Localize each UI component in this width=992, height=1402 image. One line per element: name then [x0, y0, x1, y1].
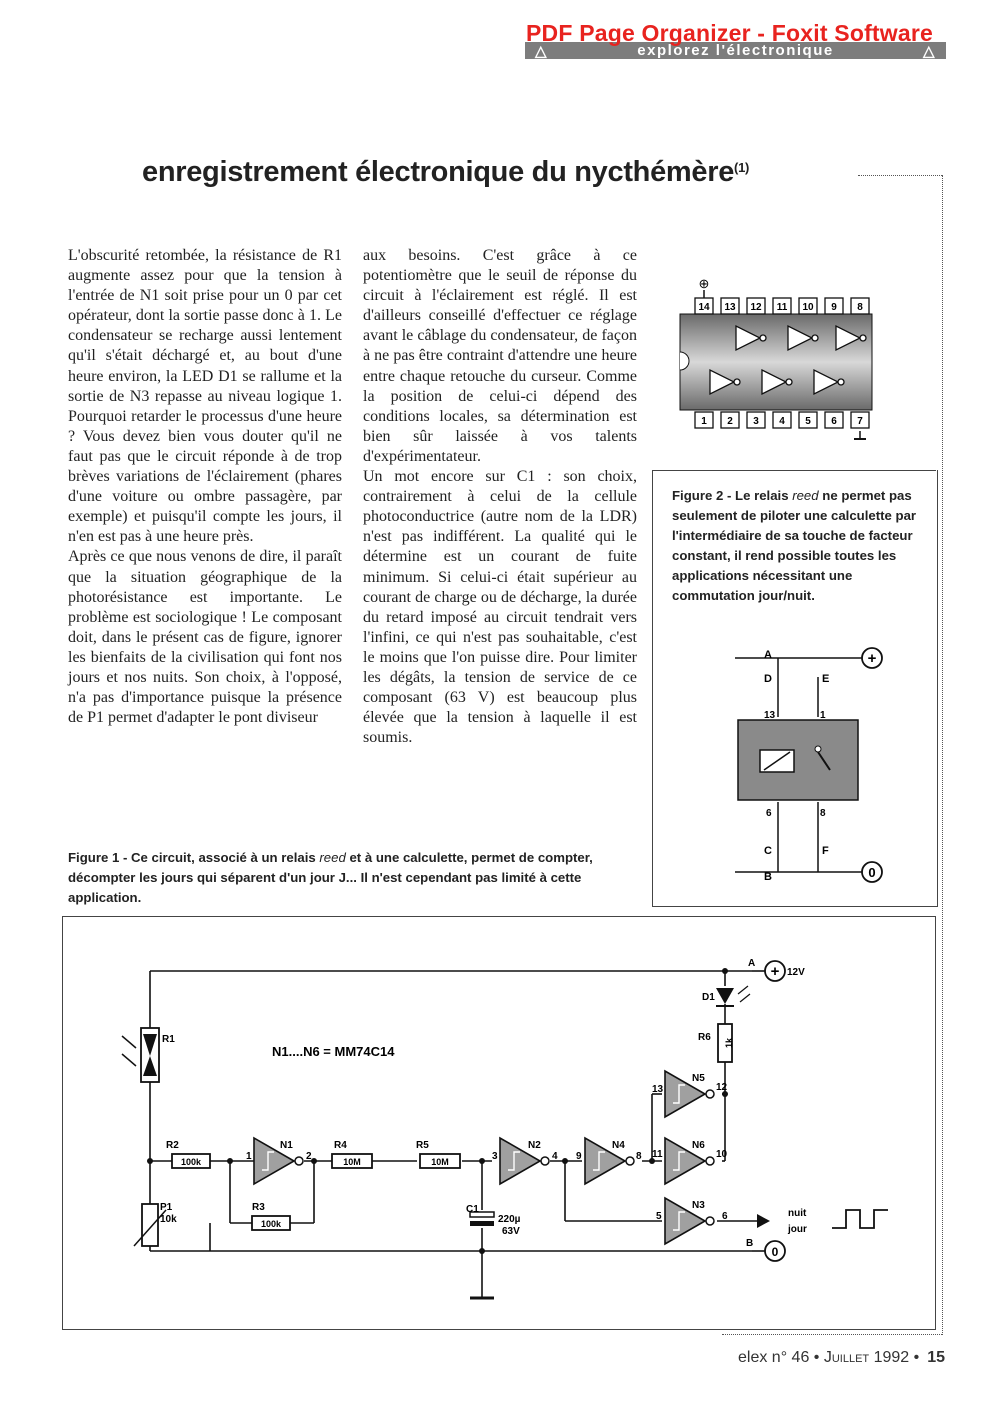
triangle-icon: △ [535, 42, 549, 60]
svg-text:R3: R3 [252, 1202, 265, 1213]
svg-text:13: 13 [652, 1084, 664, 1095]
svg-text:R6: R6 [698, 1032, 711, 1043]
svg-text:N5: N5 [692, 1073, 705, 1084]
svg-text:13: 13 [764, 710, 776, 721]
svg-text:nuit: nuit [788, 1208, 807, 1219]
ic-body [680, 314, 872, 410]
bottom-pins [695, 412, 869, 428]
svg-text:1k: 1k [724, 1037, 734, 1049]
article-title: enregistrement électronique du nycthémère$^{(1)}$ [142, 156, 750, 188]
svg-text:+: + [770, 963, 780, 980]
page-number: 15 [927, 1349, 946, 1366]
svg-text:F: F [822, 845, 829, 857]
ic-note: N1....N6 = MM74C14 [272, 1044, 395, 1059]
svg-text:+: + [867, 650, 877, 667]
svg-text:0: 0 [771, 1245, 779, 1259]
svg-text:D1: D1 [702, 992, 715, 1003]
ic-pin-label: 7 [857, 416, 863, 427]
svg-text:100k: 100k [260, 1219, 282, 1229]
ic-pin-label: 12 [750, 302, 762, 313]
paragraph: aux besoins. C'est grâce à ce potentiomètre que le seuil de réponse du circuit à l'éclairement est réglé. Il est d'ailleurs conseillé d'effectuer ce réglage avant le câblage du condensateur, de façon à ne pas être contraint d'attendre une heure entre chaque retouche du curseur. Comme la position de celui-ci dépend des conditions locales, sa détermination est bien sûr laissée à vos talents d'expérimentateur. [363, 247, 637, 465]
svg-text:10M: 10M [343, 1157, 361, 1167]
ic-pin-label: 4 [779, 416, 785, 427]
paragraph: Un mot encore sur C1 : son choix, contrairement à celui de la cellule photoconductrice (autre nom de la LDR) n'est pas indifférent. La qualité qui le détermine est un courant de fuite minimum. Si celui-ci était supérieur au courant de charge ou de décharge, la durée du retard imposé au circuit tendrait vers l'infini, ce qui n'est pas souhaitable, c'est le moins que l'on puisse dire. Pour limiter les dégâts, la tension de service de ce composant (63 V) est beaucoup plus élevée que la tension à laquelle il est soumis. [363, 468, 637, 747]
reed-relay-diagram [730, 642, 900, 892]
svg-text:R1: R1 [162, 1034, 175, 1045]
ic-pin-label: 9 [831, 302, 837, 313]
svg-text:3: 3 [492, 1151, 498, 1162]
ic-pin-label: 13 [724, 302, 736, 313]
svg-text:C1: C1 [466, 1204, 479, 1215]
svg-text:N3: N3 [692, 1200, 705, 1211]
circuit-schematic [62, 916, 934, 1328]
svg-text:6: 6 [766, 808, 772, 819]
svg-text:5: 5 [656, 1211, 662, 1222]
svg-text:P1: P1 [160, 1202, 173, 1213]
foxit-watermark: PDF Page Organizer - Foxit Software [526, 20, 934, 46]
ic-pin-label: 11 [776, 302, 788, 313]
ic-pinout-diagram [670, 274, 880, 444]
paragraph: Après ce que nous venons de dire, il paraît que la situation géographique de la photorésistance est importante. Le problème est sociologique ! Le composant doit, dans le présent cas de figure, ignorer les bienfaits de la civilisation qui font nos jours et nos nuits. Son choix, à l'opposé, n'a pas d'importance puisque la présence de P1 permet d'adapter le pont diviseur [68, 548, 342, 727]
paragraph: L'obscurité retombée, la résistance de R1 augmente assez pour que la tension à l'entrée de N1 soit prise pour un 0 par cet opérateur, dont la sortie passe donc à 1. Le condensateur se recharge aussi lentement qu'il s'était déchargé et, au bout d'une heure environ, la LED D1 se rallume et la sortie de N3 repasse au niveau logique 1. Pourquoi retarder le processus d'une heure ? Vous devez bien vous douter qu'il ne faut pas que le circuit réponde à de trop brèves variations de l'éclairement (phares d'une voiture ou ombre passagère, par exemple) et puisqu'il compte les jours, il n'en est pas à une heure près. [68, 247, 342, 546]
svg-text:6: 6 [722, 1211, 728, 1222]
svg-text:B: B [764, 871, 772, 883]
svg-text:E: E [822, 673, 830, 685]
ic-pin-label: 10 [802, 302, 814, 313]
svg-text:N4: N4 [612, 1140, 625, 1151]
relay-body [738, 720, 858, 800]
svg-text:12: 12 [716, 1082, 728, 1093]
svg-text:1: 1 [246, 1151, 252, 1162]
figure-2-caption: Figure 2 - Le relais reed ne permet pas seulement de piloter une calculette par l'intermédiaire de sa touche de facteur constant, il rend possible toutes les applications nécessitant une commutation jour/nuit. [672, 488, 917, 603]
svg-text:R2: R2 [166, 1140, 179, 1151]
svg-text:10M: 10M [431, 1157, 449, 1167]
svg-text:8: 8 [636, 1151, 642, 1162]
svg-text:jour: jour [788, 1224, 807, 1235]
section-banner-label: explorez l'électronique [637, 42, 834, 59]
svg-text:9: 9 [576, 1151, 582, 1162]
svg-text:R5: R5 [416, 1140, 429, 1151]
top-pins [695, 298, 869, 314]
ic-pin-label: 8 [857, 302, 863, 313]
ic-pin-label: 6 [831, 416, 837, 427]
svg-text:R4: R4 [334, 1140, 347, 1151]
ic-pin-label: 14 [698, 302, 710, 313]
body-column-2 [363, 246, 637, 748]
svg-text:D: D [764, 673, 772, 685]
svg-text:10k: 10k [160, 1214, 177, 1225]
svg-text:0: 0 [868, 865, 876, 880]
title-footnote-marker: (1) [734, 160, 750, 175]
page-footer: elex n° 46 • Juillet 1992 • 15 [738, 1349, 946, 1366]
dotted-rule [722, 1334, 942, 1335]
svg-text:100k: 100k [180, 1157, 202, 1167]
svg-text:2: 2 [306, 1151, 312, 1162]
svg-text:63V: 63V [502, 1226, 520, 1237]
svg-text:C: C [764, 845, 772, 857]
svg-text:4: 4 [552, 1151, 558, 1162]
ic-pin-label: 3 [753, 416, 759, 427]
svg-text:1: 1 [820, 710, 826, 721]
dotted-rule [858, 175, 942, 176]
svg-text:12V: 12V [787, 967, 805, 978]
ic-pin-label: 1 [701, 416, 707, 427]
svg-text:N1: N1 [280, 1140, 293, 1151]
triangle-icon: △ [922, 42, 936, 60]
potentiometer-p1 [142, 1204, 158, 1246]
svg-text:B: B [746, 1238, 754, 1249]
square-wave-icon [832, 1210, 888, 1228]
svg-text:A: A [764, 649, 772, 661]
svg-text:11: 11 [652, 1149, 663, 1160]
svg-text:10: 10 [716, 1149, 728, 1160]
svg-text:220µ: 220µ [498, 1214, 521, 1225]
ic-pin-label: 2 [727, 416, 733, 427]
plus-icon: ⊕ [698, 276, 710, 291]
led-d1 [716, 988, 734, 1004]
svg-text:N2: N2 [528, 1140, 541, 1151]
svg-text:8: 8 [820, 808, 826, 819]
ic-pin-label: 5 [805, 416, 811, 427]
svg-text:A: A [748, 958, 756, 969]
dotted-rule [942, 175, 943, 1335]
body-column-1 [68, 246, 342, 728]
svg-text:N6: N6 [692, 1140, 705, 1151]
figure-1-caption: Figure 1 - Ce circuit, associé à un relais reed et à une calculette, permet de compter, décompter les jours qui séparent d'un jour J... Il n'est cependant pas limité à cette application. [68, 850, 593, 905]
